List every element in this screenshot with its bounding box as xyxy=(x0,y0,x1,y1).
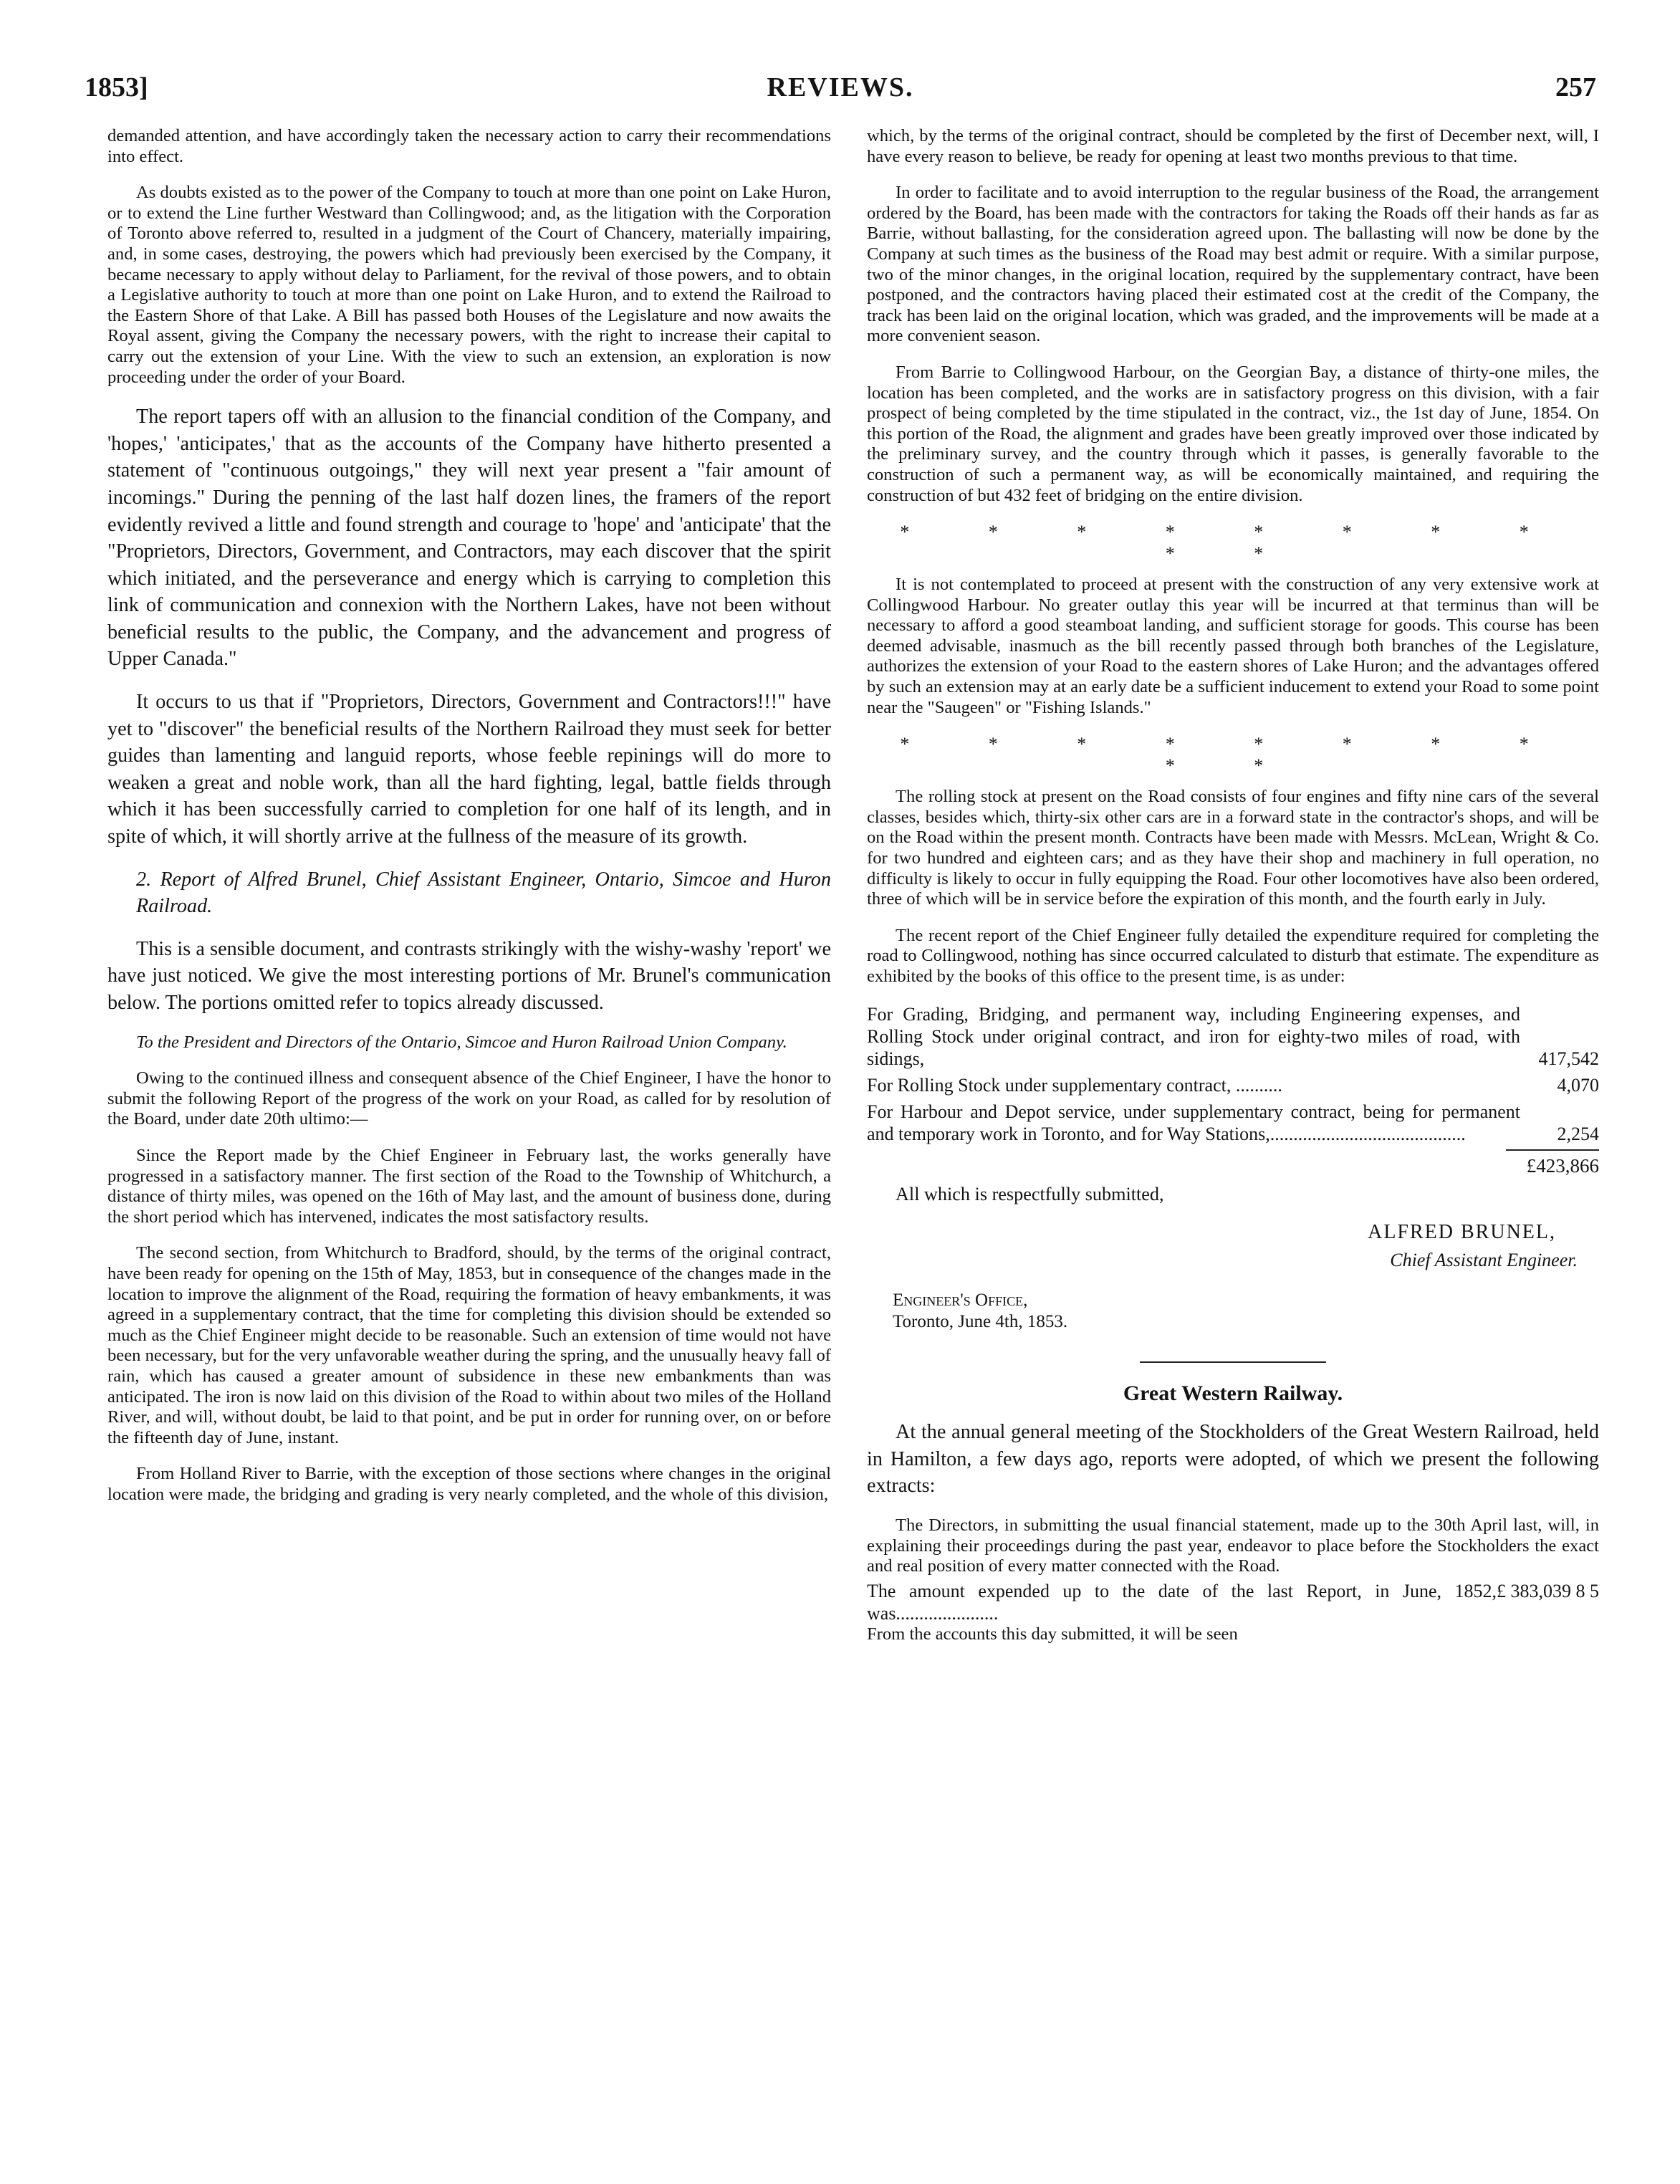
expenditure-item xyxy=(867,1101,1599,1145)
address-heading: To the President and Directors of the Ontario, Simcoe and Huron Railroad Union Company. xyxy=(136,1032,787,1052)
expenditure-amount: 417,542 xyxy=(1538,1048,1599,1069)
expenditure-description: For Rolling Stock under supplementary contract, .......... xyxy=(867,1074,1282,1096)
amount-value: £ 383,039 8 5 xyxy=(1497,1580,1599,1601)
office-date: Toronto, June 4th, 1853. xyxy=(893,1312,1068,1332)
paragraph: From Barrie to Collingwood Harbour, on the Georgian Bay, a distance of thirty-one miles, the location has been completed, and the works are in satisfactory progress on this division, with a fair prospect of being completed by the time stipulated in the contract, viz., the 1st day of June, 1854. On this portion of the Road, the alignment and grades have been greatly improved over those indicated by the preliminary survey, and the country through which it passes, is generally favorable to the construction of such a permanent way, as will be economically maintained, and requiring the construction of but 432 feet of bridging on the entire division. xyxy=(867,362,1599,505)
omission-stars: * * * * * * * * * * xyxy=(900,522,1566,565)
expenditure-amount: 4,070 xyxy=(1557,1074,1599,1096)
signature-title: Chief Assistant Engineer. xyxy=(1390,1250,1578,1271)
expenditure-item xyxy=(867,1003,1599,1070)
paragraph: At the annual general meeting of the Stockholders of the Great Western Railroad, held in Hamilton, a few days ago, reports were adopted, of which we present the following extracts: xyxy=(867,1421,1599,1498)
left-column xyxy=(107,126,831,1520)
office-line: Engineer's Office, xyxy=(893,1290,1028,1311)
paragraph: In order to facilitate and to avoid interruption to the regular business of the Road, the arrangement ordered by the Board, has been made with the contractors for taking the Roads off their hands as far as Barrie, without ballasting, for the consideration agreed upon. The ballasting will now be done by the Company at such times as the business of the Road may best admit or require. With a similar purpose, two of the minor changes, in the original location, required by the supplementary contract, have been postponed, and the contractors having placed their estimated cost at the credit of the Company, the track has been laid on the original location, which was graded, and the improvements will be made at a more convenient season. xyxy=(867,183,1599,346)
paragraph: The rolling stock at present on the Road consists of four engines and fifty nine cars of the several classes, besides which, thirty-six other cars are in a forward state in the contractor's shops, and will be on the Road within the present month. Contracts have been made with Messrs. McLean, Wright & Co. for two hundred and eighteen cars; and as they have their shop and machinery in full operation, no difficulty is likely to occur in fully equipping the Road. Four other locomotives have also been ordered, three of which will be in service before the expiration of this month, and the fourth early in July. xyxy=(867,787,1599,909)
paragraph: Since the Report made by the Chief Engineer in February last, the works generally have progressed in a satisfactory manner. The first section of the Road to the Township of Whitchurch, a distance of thirty miles, was opened on the 16th of May last, and the amount of business done, during the short period which has intervened, indicates the most satisfactory results. xyxy=(107,1145,831,1227)
paragraph: From the accounts this day submitted, it will be seen xyxy=(867,1624,1238,1644)
paragraph: It is not contemplated to proceed at present with the construction of any very extensive work at Collingwood Harbour. No greater outlay this year will be incurred at that terminus than will be necessary to afford a good steamboat landing, and sufficient storage for goods. This course has been deemed advisable, inasmuch as the bill recently passed through both branches of the Legislature, authorizes the extension of your Road to the eastern shores of Lake Huron; and the advantages offered by such an extension may at an early date be a sufficient inducement to extend your Road to some point near the "Saugeen" or "Fishing Islands." xyxy=(867,575,1599,717)
paragraph: It occurs to us that if "Proprietors, Directors, Government and Contractors!!!" have yet to "discover" the beneficial results of the Northern Railroad they must seek for better guides than lamenting and languid reports, whose feeble repinings will do more to weaken a great and noble work, than all the hard fighting, legal, battle fields through which it has been successfully carried to completion for one half of its length, and in spite of which, it will shortly arrive at the fullness of the measure of its growth. xyxy=(107,691,831,848)
paragraph: which, by the terms of the original contract, should be completed by the first of December next, will, I have every reason to believe, be ready for opening at least two months previous to that time. xyxy=(867,126,1599,166)
page-header xyxy=(85,72,1596,115)
paragraph: As doubts existed as to the power of the Company to touch at more than one point on Lake Huron, or to extend the Line further Westward than Collingwood; and, as the litigation with the Corporation of Toronto above referred to, resulted in a judgment of the Court of Chancery, materially impairing, and, in some cases, destroying, the powers which had previously been exercised by the Company, it became necessary to apply without delay to Parliament, for the revival of those powers, and to obtain a Legislative authority to touch at more than one point on Lake Huron, and to extend the Railroad to the Eastern Shore of that Lake. A Bill has passed both Houses of the Legislature and now awaits the Royal assent, giving the Company the necessary powers, with the right to increase their capital to carry out the extension of your Line. With the view to such an extension, an exploration is now proceeding under the order of your Board. xyxy=(107,183,831,387)
page-running-title: REVIEWS. xyxy=(767,72,914,102)
omission-stars: * * * * * * * * * * xyxy=(900,734,1566,777)
expenditure-description: For Harbour and Depot service, under supplementary contract, being for permanent and temporary work in Toronto, and for Way Stations,.......................................... xyxy=(867,1101,1520,1144)
paragraph: The second section, from Whitchurch to Bradford, should, by the terms of the original contract, have been ready for opening on the 15th of May, 1853, but in consequence of the changes made in the location to improve the alignment of the Road, requiring the formation of heavy embankments, it was agreed in a supplementary contract, that the time for completing this division should be extended so much as the Chief Engineer might decide to be reasonable. Such an extension of time would not have been necessary, but for the very unfavorable weather during the spring, and the unusually heavy fall of rain, which has caused a greater amount of subsidence in these new embankments than was anticipated. The iron is now laid on this division of the Road to within about two miles of the Holland River, and will, without doubt, be laid to that point, and be put in order for running over, on or before the fifteenth day of June, instant. xyxy=(107,1243,831,1447)
page-year: 1853] xyxy=(85,72,148,102)
paragraph: The recent report of the Chief Engineer fully detailed the expenditure required for completing the road to Collingwood, nothing has since occurred calculated to disturb that estimate. The expenditure as exhibited by the books of this office to the present time, is as under: xyxy=(867,925,1599,986)
expenditure-list xyxy=(867,1003,1599,1145)
page-number: 257 xyxy=(1555,72,1596,102)
expenditure-total: £423,866 xyxy=(1506,1149,1599,1177)
amount-line xyxy=(867,1580,1599,1624)
section-heading: 2. Report of Alfred Brunel, Chief Assistant Engineer, Ontario, Simcoe and Huron Railroad. xyxy=(136,868,831,918)
amount-description: The amount expended up to the date of the last Report, in June, 1852, was...................... xyxy=(867,1580,1497,1624)
expenditure-description: For Grading, Bridging, and permanent way, including Engineering expenses, and Rolling Stock under original contract, and iron for eighty-two miles of road, with sidings, xyxy=(867,1003,1520,1069)
paragraph: The report tapers off with an allusion to the financial condition of the Company, and 'hopes,' 'anticipates,' that as the accounts of the Company have hitherto presented a statement of "continuous outgoings," they will next year present a "fair amount of incomings." During the penning of the last half dozen lines, the framers of the report evidently revived a little and found strength and courage to 'hope' and 'anticipate' that the "Proprietors, Directors, Government, and Contractors, may each discover that the spirit which initiated, and the perseverance and energy which is carrying to completion this link of communication and connexion with the Northern Lakes, have not been without beneficial results to the public, the Company, and the advancement and progress of Upper Canada." xyxy=(107,406,831,671)
expenditure-item xyxy=(867,1074,1599,1096)
signature-name: ALFRED BRUNEL, xyxy=(1368,1221,1556,1244)
paragraph: The Directors, in submitting the usual financial statement, made up to the 30th April last, will, in explaining their proceedings during the past year, endeavor to place before the Stockholders the exact and real position of every matter connected with the Road. xyxy=(867,1515,1599,1576)
right-column xyxy=(867,126,1599,1660)
section-divider xyxy=(1140,1361,1326,1363)
paragraph: demanded attention, and have accordingly taken the necessary action to carry their recommendations into effect. xyxy=(107,126,831,166)
paragraph: Owing to the continued illness and consequent absence of the Chief Engineer, I have the honor to submit the following Report of the progress of the work on your Road, as called for by resolution of the Board, under date 20th ultimo:— xyxy=(107,1068,831,1129)
section-title: Great Western Railway. xyxy=(1123,1381,1343,1406)
office-address xyxy=(893,1290,1599,1333)
closing-line: All which is respectfully submitted, xyxy=(896,1183,1164,1204)
paragraph: This is a sensible document, and contrasts strikingly with the wishy-washy 'report' we have just noticed. We give the most interesting portions of Mr. Brunel's communication below. The portions omitted refer to topics already discussed. xyxy=(107,937,831,1014)
paragraph: From Holland River to Barrie, with the exception of those sections where changes in the original location were made, the bridging and grading is very nearly completed, and the whole of this division, xyxy=(107,1464,831,1504)
expenditure-amount: 2,254 xyxy=(1557,1123,1599,1144)
